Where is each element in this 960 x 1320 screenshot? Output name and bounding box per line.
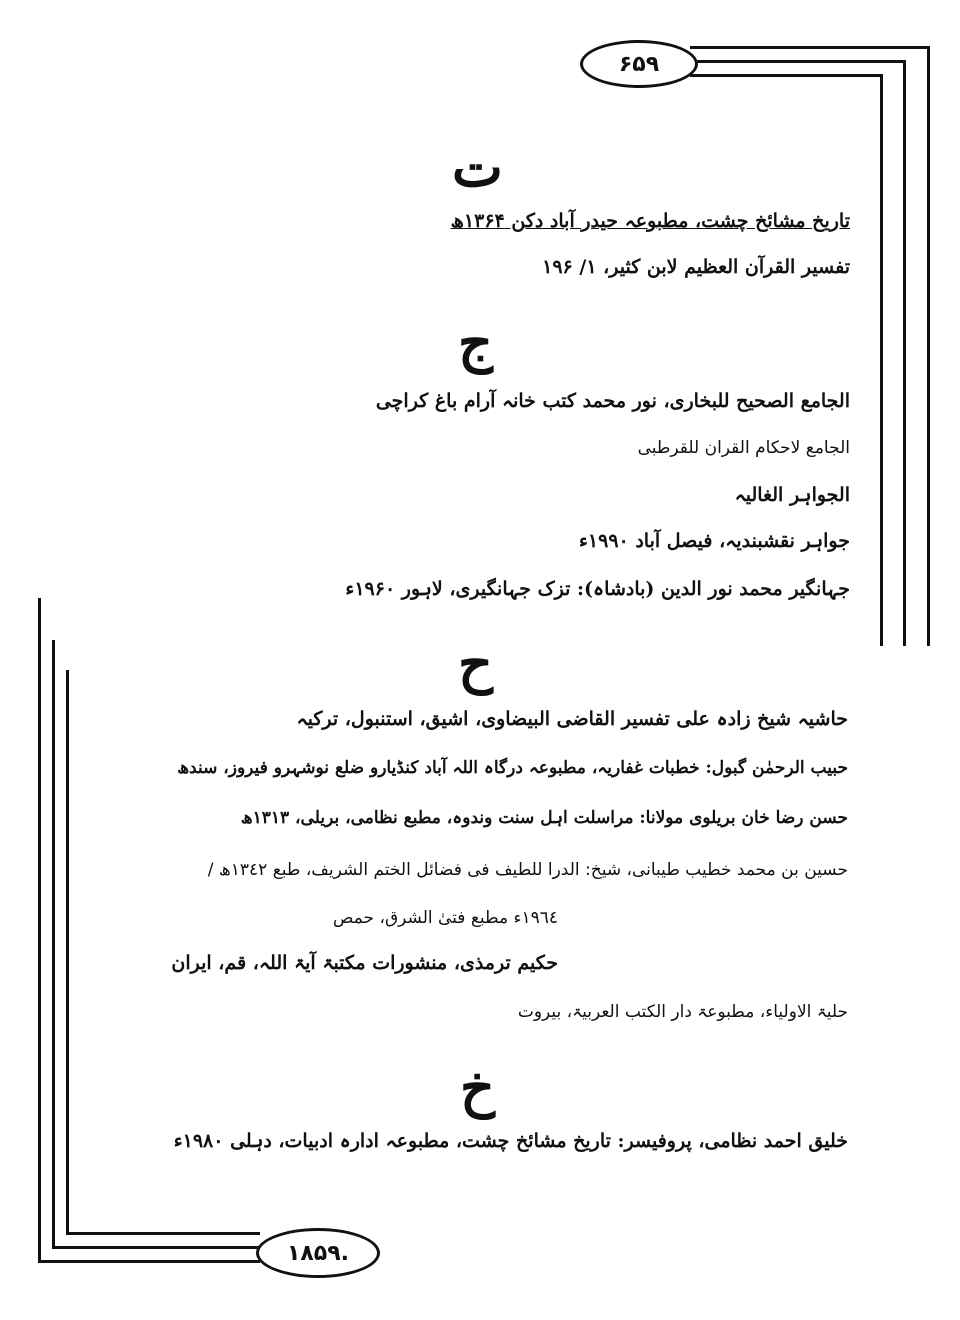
frame-rule-right-1 <box>927 46 930 646</box>
bibliography-entry: حبیب الرحمٰن گبول: خطبات غفاریہ، مطبوعہ درگاہ اللہ آباد کنڈیارو ضلع نوشہرو فیروز، سندھ <box>177 758 848 778</box>
frame-rule-bottom-3 <box>66 1232 260 1235</box>
frame-rule-left-3 <box>66 670 69 1232</box>
frame-rule-bottom-2 <box>52 1246 260 1249</box>
bibliography-entry: جواہر نقشبندیہ، فیصل آباد ۱۹۹۰ء <box>578 530 850 552</box>
frame-rule-right-2 <box>903 60 906 646</box>
bibliography-entry: الجامع لاحکام القران للقرطبی <box>637 438 850 458</box>
top-page-number <box>580 40 698 88</box>
frame-rule-right-3 <box>880 74 883 646</box>
bibliography-entry: حلیۃ الاولیاء، مطبوعۃ دار الکتب العربیۃ، بیروت <box>517 1002 848 1022</box>
frame-rule-left-1 <box>38 598 41 1260</box>
section-letter-he: ح <box>458 631 493 695</box>
frame-rule-bottom-1 <box>38 1260 260 1263</box>
frame-rule-top-1 <box>690 46 930 49</box>
frame-rule-top-2 <box>690 60 906 63</box>
top-page-number-text: ۶۵۹ <box>618 51 660 77</box>
frame-rule-left-2 <box>52 640 55 1246</box>
section-letter-jim: ج <box>458 310 493 374</box>
bibliography-entry: جہانگیر محمد نور الدین (بادشاہ): تزک جہانگیری، لاہور ۱۹۶۰ء <box>345 578 850 600</box>
bottom-page-number <box>256 1228 380 1278</box>
bibliography-entry: الجواہر الغالیہ <box>734 484 850 506</box>
bibliography-entry: تفسیر القرآن العظیم لابن کثیر، ۱/ ۱۹۶ <box>542 256 850 278</box>
bibliography-entry: الجامع الصحیح للبخاری، نور محمد کتب خانہ آرام باغ کراچی <box>375 390 850 412</box>
bibliography-entry: حسین بن محمد خطیب طیبانی، شیخ: الدرا للطیف فی فضائل الختم الشریف، طبع ۱۳٤۲ھ / <box>207 860 848 880</box>
bibliography-entry: حسن رضا خان بریلوی مولانا: مراسلت اہل سنت وندوہ، مطبع نظامی، بریلی، ۱۳۱۳ھ <box>240 808 848 828</box>
frame-rule-top-3 <box>690 74 883 77</box>
bottom-page-number-text: ۱۸۵۹. <box>286 1240 350 1266</box>
section-letter-khe: خ <box>460 1055 495 1119</box>
section-letter-te: ت <box>452 135 503 199</box>
bibliography-entry: تاریخ مشائخ چشت، مطبوعہ حیدر آباد دکن ۱۳۶۴ھ <box>450 210 850 232</box>
bibliography-entry: خلیق احمد نظامی، پروفیسر: تاریخ مشائخ چشت، مطبوعہ ادارہ ادبیات، دہلی ۱۹۸۰ء <box>173 1130 848 1152</box>
bibliography-entry: حکیم ترمذی، منشورات مکتبۃ آیۃ اللہ، قم، ایران <box>171 952 558 974</box>
bibliography-entry: حاشیہ شیخ زادہ علی تفسیر القاضی البیضاوی، اشیق، استنبول، ترکیہ <box>296 708 848 730</box>
bibliography-entry: ۱۹٦٤ء مطبع فتیٰ الشرق، حمص <box>332 908 558 928</box>
